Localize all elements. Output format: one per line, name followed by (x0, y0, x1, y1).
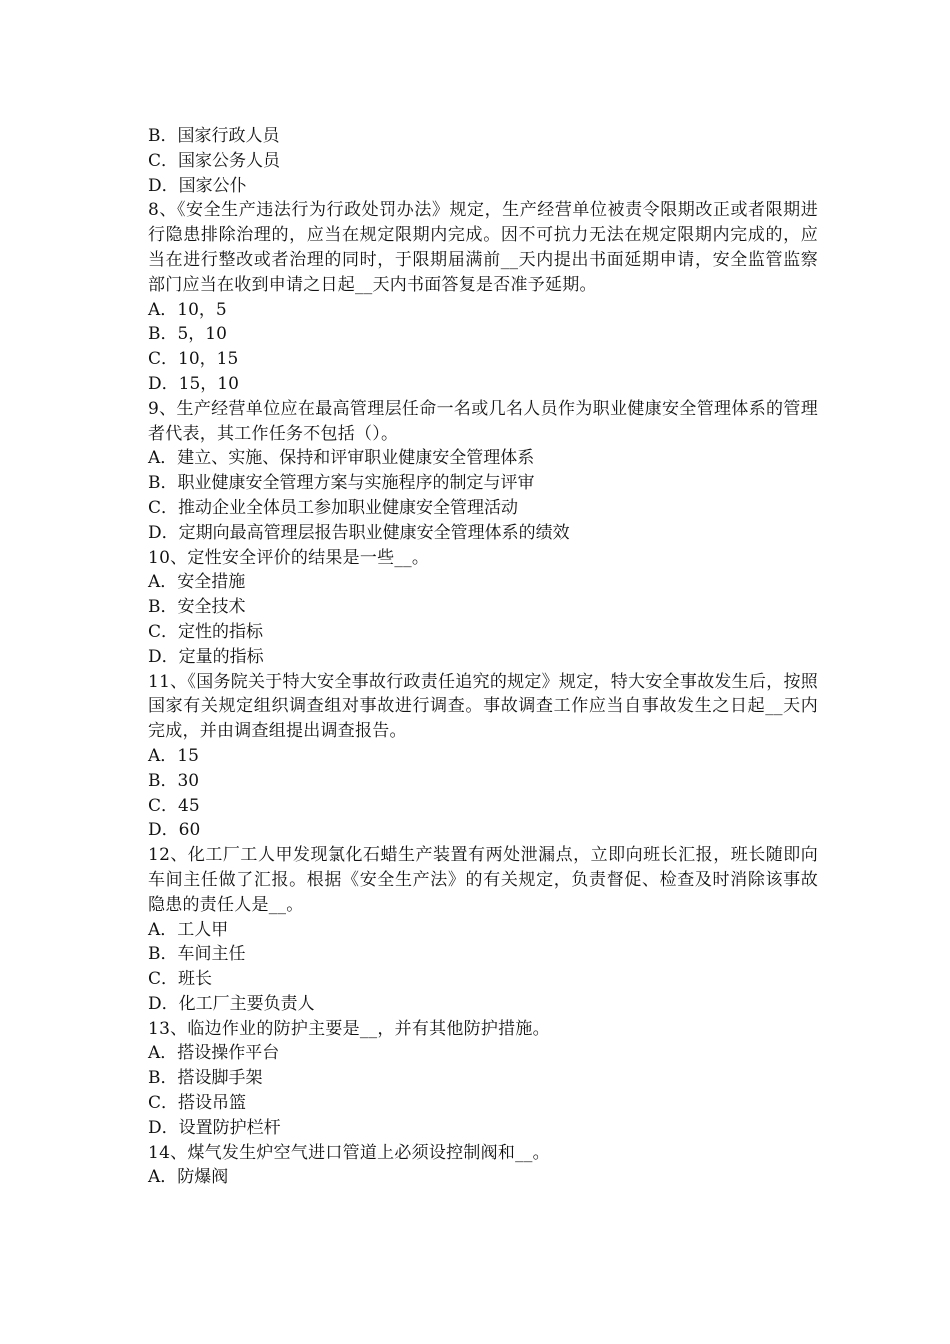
option-c: C．班长 (148, 969, 213, 990)
option-a: A．搭设操作平台 (148, 1043, 280, 1064)
question-12: 12、化工厂工人甲发现氯化石蜡生产装置有两处泄漏点，立即向班长汇报，班长随即向车间主任做了汇报。根据《安全生产法》的有关规定，负责督促、检查及时消除该事故隐患的责任人是__。 (148, 845, 818, 915)
option-d: D．定期向最高管理层报告职业健康安全管理体系的绩效 (148, 522, 570, 543)
question-9: 9、生产经营单位应在最高管理层任命一名或几名人员作为职业健康安全管理体系的管理者代表，其工作任务不包括（）。 (148, 398, 818, 444)
option-d: D．定量的指标 (148, 646, 264, 667)
option-b: B．国家行政人员 (148, 126, 280, 146)
option-c: C．45 (148, 795, 200, 816)
option-b: B．搭设脚手架 (148, 1068, 263, 1089)
option-b: B．职业健康安全管理方案与实施程序的制定与评审 (148, 473, 535, 494)
option-a: A．工人甲 (148, 919, 229, 940)
option-b: B．车间主任 (148, 944, 246, 965)
question-10: 10、定性安全评价的结果是一些__。 (148, 547, 430, 568)
option-b: B．安全技术 (148, 597, 246, 618)
question-8: 8、《安全生产违法行为行政处罚办法》规定，生产经营单位被责令限期改正或者限期进行隐患排除治理的，应当在规定限期内完成。因不可抗力无法在规定限期内完成的，应当在进行整改或者治理的同时，于限期届满前__天内提出书面延期申请，安全监管监察部门应当在收到申请之日起__天内书面答复是否准予延期。 (148, 200, 818, 295)
option-d: D．设置防护栏杆 (148, 1117, 281, 1138)
option-d: D．国家公仆 (148, 175, 247, 196)
question-11: 11、《国务院关于特大安全事故行政责任追究的规定》规定，特大安全事故发生后，按照国家有关规定组织调查组对事故进行调查。事故调查工作应当自事故发生之日起__天内完成，并由调查组提出调查报告。 (148, 671, 818, 742)
option-a: A．建立、实施、保持和评审职业健康安全管理体系 (148, 448, 535, 469)
option-c: C．国家公务人员 (148, 150, 281, 171)
option-d: D．15，10 (148, 373, 239, 394)
option-b: B．30 (148, 770, 200, 791)
option-c: C．推动企业全体员工参加职业健康安全管理活动 (148, 497, 519, 518)
option-c: C．搭设吊篮 (148, 1093, 247, 1114)
document-body (148, 124, 818, 1190)
option-a: A．15 (148, 745, 199, 766)
option-c: C．10，15 (148, 349, 239, 370)
option-d: D．60 (148, 820, 201, 841)
option-a: A．10，5 (148, 299, 227, 320)
option-b: B．5，10 (148, 324, 227, 345)
option-a: A．安全措施 (148, 572, 246, 593)
option-a: A．防爆阀 (148, 1167, 229, 1188)
question-14: 14、煤气发生炉空气进口管道上必须设控制阀和__。 (148, 1142, 550, 1163)
question-13: 13、临边作业的防护主要是__，并有其他防护措施。 (148, 1018, 550, 1039)
option-d: D．化工厂主要负责人 (148, 993, 315, 1014)
option-c: C．定性的指标 (148, 621, 264, 642)
